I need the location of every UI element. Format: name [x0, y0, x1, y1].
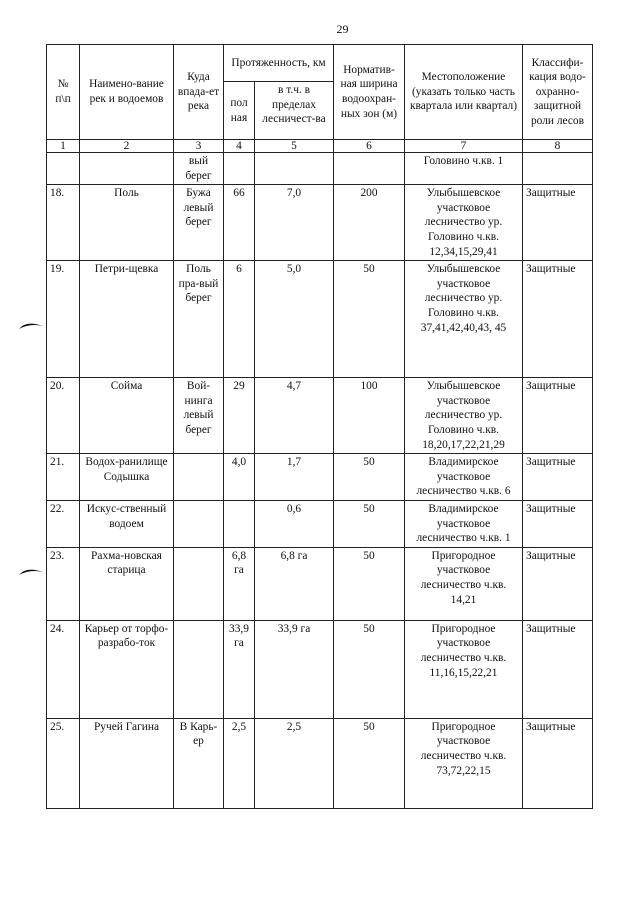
cell-mouth [174, 547, 224, 620]
cell-classification: Защитные [523, 547, 593, 620]
table-row [47, 718, 593, 808]
cell-location: Владимирское участковое лесничество ч.кв. 6 [405, 454, 523, 501]
header-width: Норматив-ная ширина водоохран-ных зон (м) [334, 45, 405, 140]
cell-num: 20. [47, 378, 80, 454]
cell-mouth [174, 620, 224, 718]
column-number: 8 [523, 140, 593, 153]
water-bodies-table [46, 44, 593, 809]
cell-classification: Защитные [523, 378, 593, 454]
cell-width: 50 [334, 500, 405, 547]
cell-width: 50 [334, 620, 405, 718]
cell-forestry: 6,8 га [255, 547, 334, 620]
cell-full: 6 [224, 261, 255, 378]
cell-name: Поль [80, 185, 174, 261]
cell-classification: Защитные [523, 185, 593, 261]
cell-location: Пригородное участковое лесничество ч.кв. 11,16,15,22,21 [405, 620, 523, 718]
cell-name: Петри-щевка [80, 261, 174, 378]
cell-classification: Защитные [523, 620, 593, 718]
table-row [47, 620, 593, 718]
cell-name: Рахма-новская старица [80, 547, 174, 620]
binder-hole-mark [18, 566, 44, 576]
cell-name: Водох-ранилище Содышка [80, 454, 174, 501]
cell-location: Владимирское участковое лесничество ч.кв. 1 [405, 500, 523, 547]
cell-full: 29 [224, 378, 255, 454]
cell-forestry [255, 153, 334, 185]
cell-forestry: 4,7 [255, 378, 334, 454]
header-location: Местоположение (указать только часть квартала или квартал) [405, 45, 523, 140]
cell-name: Карьер от торфо-разрабо-ток [80, 620, 174, 718]
cell-width: 50 [334, 454, 405, 501]
cell-forestry: 0,6 [255, 500, 334, 547]
cell-width: 100 [334, 378, 405, 454]
cell-classification [523, 153, 593, 185]
header-name: Наимено-вание рек и водоемов [80, 45, 174, 140]
cell-full [224, 153, 255, 185]
cell-num: 19. [47, 261, 80, 378]
cell-location: Пригородное участковое лесничество ч.кв. 73,72,22,15 [405, 718, 523, 808]
table-row [47, 378, 593, 454]
cell-mouth: Бужа левый берег [174, 185, 224, 261]
cell-mouth [174, 500, 224, 547]
header-length: Протяженность, км [224, 45, 334, 82]
cell-mouth: Вой-нинга левый берег [174, 378, 224, 454]
column-number: 2 [80, 140, 174, 153]
column-number: 4 [224, 140, 255, 153]
cell-location: Улыбышевское участковое лесничество ур. Головино ч.кв. 12,34,15,29,41 [405, 185, 523, 261]
cell-full: 2,5 [224, 718, 255, 808]
cell-num: 22. [47, 500, 80, 547]
cell-forestry: 2,5 [255, 718, 334, 808]
cell-full [224, 500, 255, 547]
table-row [47, 547, 593, 620]
cell-forestry: 1,7 [255, 454, 334, 501]
cell-classification: Защитные [523, 261, 593, 378]
header-length-full: пол ная [224, 82, 255, 140]
cell-mouth [174, 454, 224, 501]
table-row-continuation [47, 153, 593, 185]
column-number: 5 [255, 140, 334, 153]
table-row [47, 500, 593, 547]
cell-location: Пригородное участковое лесничество ч.кв. 14,21 [405, 547, 523, 620]
cell-forestry: 33,9 га [255, 620, 334, 718]
cell-width [334, 153, 405, 185]
cell-name [80, 153, 174, 185]
column-number: 3 [174, 140, 224, 153]
cell-width: 50 [334, 547, 405, 620]
header-classification: Классифи-кация водо-охранно-защитной роли лесов [523, 45, 593, 140]
cell-classification: Защитные [523, 500, 593, 547]
cell-mouth: вый берег [174, 153, 224, 185]
header-num: № п\п [47, 45, 80, 140]
column-number: 6 [334, 140, 405, 153]
cell-full: 4,0 [224, 454, 255, 501]
table-row [47, 185, 593, 261]
column-number: 7 [405, 140, 523, 153]
cell-classification: Защитные [523, 454, 593, 501]
cell-full: 6,8 га [224, 547, 255, 620]
cell-num [47, 153, 80, 185]
cell-location: Улыбышевское участковое лесничество ур. Головино ч.кв. 37,41,42,40,43, 45 [405, 261, 523, 378]
cell-forestry: 5,0 [255, 261, 334, 378]
cell-name: Сойма [80, 378, 174, 454]
cell-full: 66 [224, 185, 255, 261]
cell-name: Ручей Гагина [80, 718, 174, 808]
cell-width: 50 [334, 261, 405, 378]
cell-forestry: 7,0 [255, 185, 334, 261]
binder-hole-mark [18, 320, 44, 330]
cell-full: 33,9 га [224, 620, 255, 718]
cell-classification: Защитные [523, 718, 593, 808]
page-number: 29 [336, 22, 349, 36]
cell-mouth: Поль пра-вый берег [174, 261, 224, 378]
header-mouth: Куда впада-ет река [174, 45, 224, 140]
cell-num: 25. [47, 718, 80, 808]
cell-location: Головино ч.кв. 1 [405, 153, 523, 185]
cell-num: 21. [47, 454, 80, 501]
column-number-row [47, 140, 593, 153]
table-row [47, 454, 593, 501]
table-row [47, 261, 593, 378]
cell-num: 18. [47, 185, 80, 261]
cell-location: Улыбышевское участковое лесничество ур. Головино ч.кв. 18,20,17,22,21,29 [405, 378, 523, 454]
column-number: 1 [47, 140, 80, 153]
cell-num: 23. [47, 547, 80, 620]
header-length-forestry: в т.ч. в пределах лесничест-ва [255, 82, 334, 140]
cell-name: Искус-ственный водоем [80, 500, 174, 547]
cell-num: 24. [47, 620, 80, 718]
cell-width: 200 [334, 185, 405, 261]
cell-width: 50 [334, 718, 405, 808]
cell-mouth: В Карь-ер [174, 718, 224, 808]
